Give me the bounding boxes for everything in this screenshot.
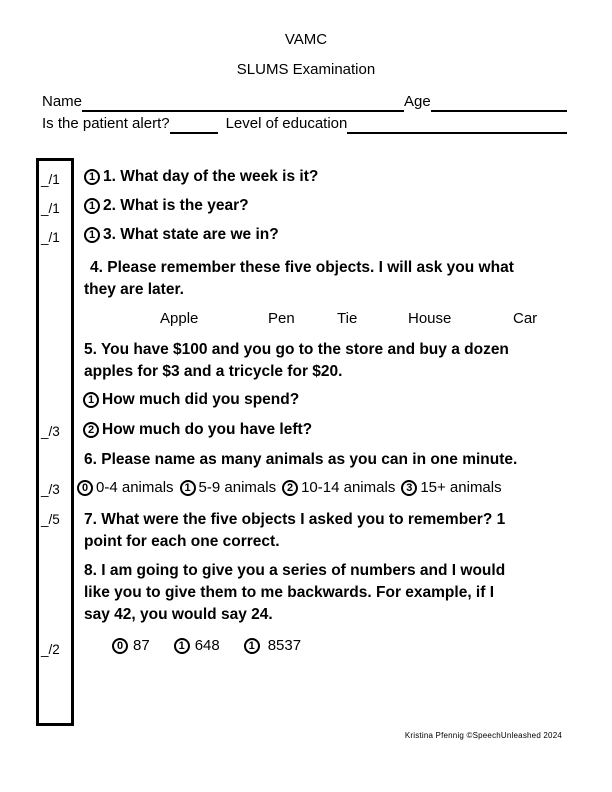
name-age-row [42,91,567,112]
question-5-sub1-text: How much did you spend? [102,391,300,408]
score-q2: _/1 [41,201,60,216]
education-label: Level of education [225,115,348,132]
question-5-sub2-text: How much do you have left? [102,421,313,438]
animals-scoring-row [77,477,502,499]
point-badge-1: 1 [174,638,190,654]
name-blank-line [82,91,404,112]
animals-option-label: 5-9 animals [198,479,277,496]
object-car: Car [513,310,538,327]
point-badge-1: 1 [180,480,196,496]
animals-option-label: 0-4 animals [96,479,174,496]
question-5-sub2-row [83,419,312,441]
question-2-row [84,195,249,217]
question-5-sub1-row [83,389,299,411]
score-q1: _/1 [41,172,60,187]
score-q5: _/3 [41,424,60,439]
point-badge-0: 0 [77,480,93,496]
digits-option-label: 87 [133,637,150,654]
question-6-text: 6. Please name as many animals as you can in one minute. [84,451,518,468]
question-3-text: 3. What state are we in? [103,226,279,243]
object-tie: Tie [337,310,358,327]
question-8-line1: 8. I am going to give you a series of numbers and I would [84,562,506,579]
object-apple: Apple [160,310,199,327]
point-badge-1: 1 [244,638,260,654]
page-subtitle: SLUMS Examination [236,61,376,78]
objects-row [0,308,612,330]
question-1-row [84,166,318,188]
page-title: VAMC [284,31,328,48]
point-badge-1: 1 [83,392,99,408]
alert-label: Is the patient alert? [42,115,170,132]
score-q6: _/3 [41,482,60,497]
digits-backwards-options-row [112,635,301,657]
digits-option-label: 8537 [267,637,302,654]
age-blank-line [431,91,567,112]
score-q7: _/5 [41,512,60,527]
age-label: Age [404,93,431,110]
question-7-line1: 7. What were the five objects I asked you to remember? 1 [84,511,506,528]
question-8-line3: say 42, you would say 24. [84,606,273,623]
point-badge-1: 1 [84,198,100,214]
education-blank-line [347,113,567,134]
question-1-text: 1. What day of the week is it? [103,168,319,185]
alert-education-row [42,113,567,134]
question-5-line2: apples for $3 and a tricycle for $20. [84,363,343,380]
point-badge-1: 1 [84,227,100,243]
question-7-line2: point for each one correct. [84,533,280,550]
point-badge-1: 1 [84,169,100,185]
animals-option-label: 15+ animals [420,479,502,496]
point-badge-0: 0 [112,638,128,654]
animals-option-label: 10-14 animals [301,479,396,496]
point-badge-2: 2 [83,422,99,438]
name-label: Name [42,93,83,110]
question-4-line2: they are later. [84,281,184,298]
point-badge-3: 3 [401,480,417,496]
copyright-credit: Kristina Pfennig ©SpeechUnleashed 2024 [404,731,562,740]
question-5-line1: 5. You have $100 and you go to the store and buy a dozen [84,341,509,358]
digits-option-label: 648 [194,637,220,654]
question-2-text: 2. What is the year? [103,197,249,214]
object-pen: Pen [268,310,295,327]
question-3-row [84,224,279,246]
score-q3: _/1 [41,230,60,245]
alert-blank-line [170,113,218,134]
point-badge-2: 2 [282,480,298,496]
score-q8: _/2 [41,642,60,657]
question-4-line1: 4. Please remember these five objects. I will ask you what [90,259,514,276]
object-house: House [408,310,452,327]
question-8-line2: like you to give them to me backwards. For example, if I [84,584,495,601]
